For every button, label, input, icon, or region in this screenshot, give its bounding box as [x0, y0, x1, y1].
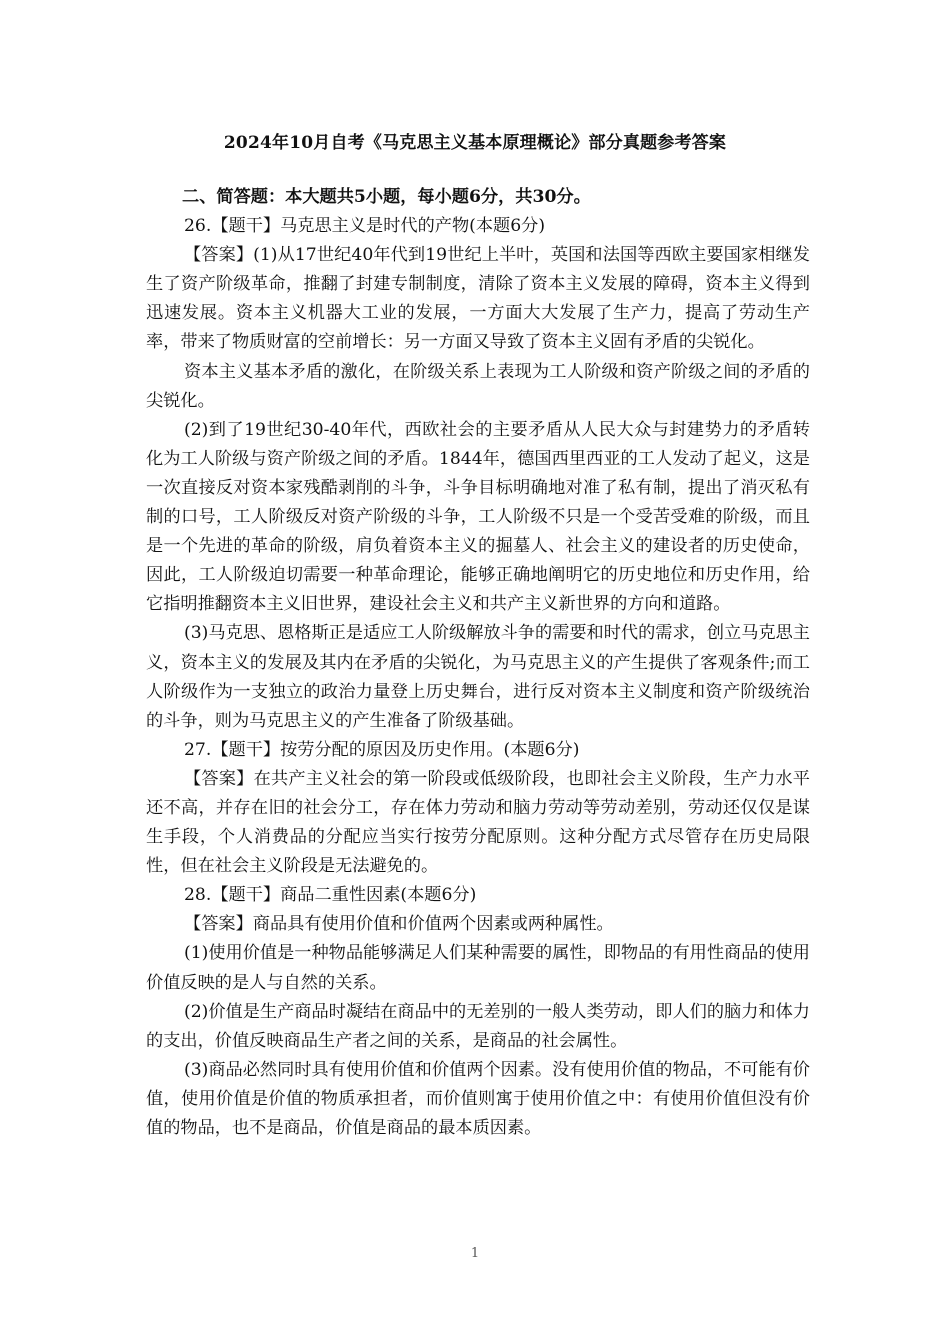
question-26-answer-part-3: (3)马克思、恩格斯正是适应工人阶级解放斗争的需要和时代的需求，创立马克思主义，资本主义的发展及其内在矛盾的尖锐化，为马克思主义的产生提供了客观条件;而工人阶级作为一支独立的政治力量登上历史舞台，进行反对资本主义制度和资产阶级统治的斗争，则为马克思主义的产生准备了阶级基础。 [146, 623, 810, 731]
question-28-answer-intro: 【答案】商品具有使用价值和价值两个因素或两种属性。 [184, 914, 614, 935]
document-body [146, 183, 810, 1143]
question-26-stem: 26.【题干】马克思主义是时代的产物(本题6分) [184, 216, 546, 237]
question-26-answer-note: 资本主义基本矛盾的激化，在阶级关系上表现为工人阶级和资产阶级之间的矛盾的尖锐化。 [146, 361, 810, 411]
question-26-answer-part-2: (2)到了19世纪30-40年代，西欧社会的主要矛盾从人民大众与封建势力的矛盾转化为工人阶级与资产阶级之间的矛盾。1844年，德国西里西亚的工人发动了起义，这是一次直接反对资本家残酷剥削的斗争，斗争目标明确地对准了私有制，提出了消灭私有制的口号，工人阶级反对资产阶级的斗争，工人阶级不只是一个受苦受难的阶级，而且是一个先进的革命的阶级，肩负着资本主义的掘墓人、社会主义的建设者的历史使命，因此，工人阶级迫切需要一种革命理论，能够正确地阐明它的历史地位和历史作用，给它指明推翻资本主义旧世界，建设社会主义和共产主义新世界的方向和道路。 [146, 419, 810, 615]
question-28-answer-part-3: (3)商品必然同时具有使用价值和价值两个因素。没有使用价值的物品，不可能有价值，使用价值是价值的物质承担者，而价值则寓于使用价值之中：有使用价值但没有价值的物品，也不是商品，价值是商品的最本质因素。 [146, 1059, 810, 1138]
question-28-stem: 28.【题干】商品二重性因素(本题6分) [184, 885, 477, 906]
question-26-answer-part-1: 【答案】(1)从17世纪40年代到19世纪上半叶，英国和法国等西欧主要国家相继发生了资产阶级革命，推翻了封建专制制度，清除了资本主义发展的障碍，资本主义得到迅速发展。资本主义机器大工业的发展，一方面大大发展了生产力，提高了劳动生产率，带来了物质财富的空前增长：另一方面又导致了资本主义固有矛盾的尖锐化。 [146, 245, 810, 353]
question-27-answer: 【答案】在共产主义社会的第一阶段或低级阶段，也即社会主义阶段，生产力水平还不高，并存在旧的社会分工，存在体力劳动和脑力劳动等劳动差别，劳动还仅仅是谋生手段，个人消费品的分配应当实行按劳分配原则。这种分配方式尽管存在历史局限性，但在社会主义阶段是无法避免的。 [146, 768, 810, 877]
section-heading: 二、简答题：本大题共5小题，每小题6分，共30分。 [182, 187, 591, 207]
question-27-stem: 27.【题干】按劳分配的原因及历史作用。(本题6分) [184, 739, 580, 760]
page-title: 2024年10月自考《马克思主义基本原理概论》部分真题参考答案 [223, 133, 727, 153]
question-28-answer-part-1: (1)使用价值是一种物品能够满足人们某种需要的属性，即物品的有用性商品的使用价值反映的是人与自然的关系。 [146, 943, 810, 993]
question-28-answer-part-2: (2)价值是生产商品时凝结在商品中的无差别的一般人类劳动，即人们的脑力和体力的支出，价值反映商品生产者之间的关系，是商品的社会属性。 [146, 1001, 810, 1051]
page-number: 1 [470, 1246, 480, 1261]
